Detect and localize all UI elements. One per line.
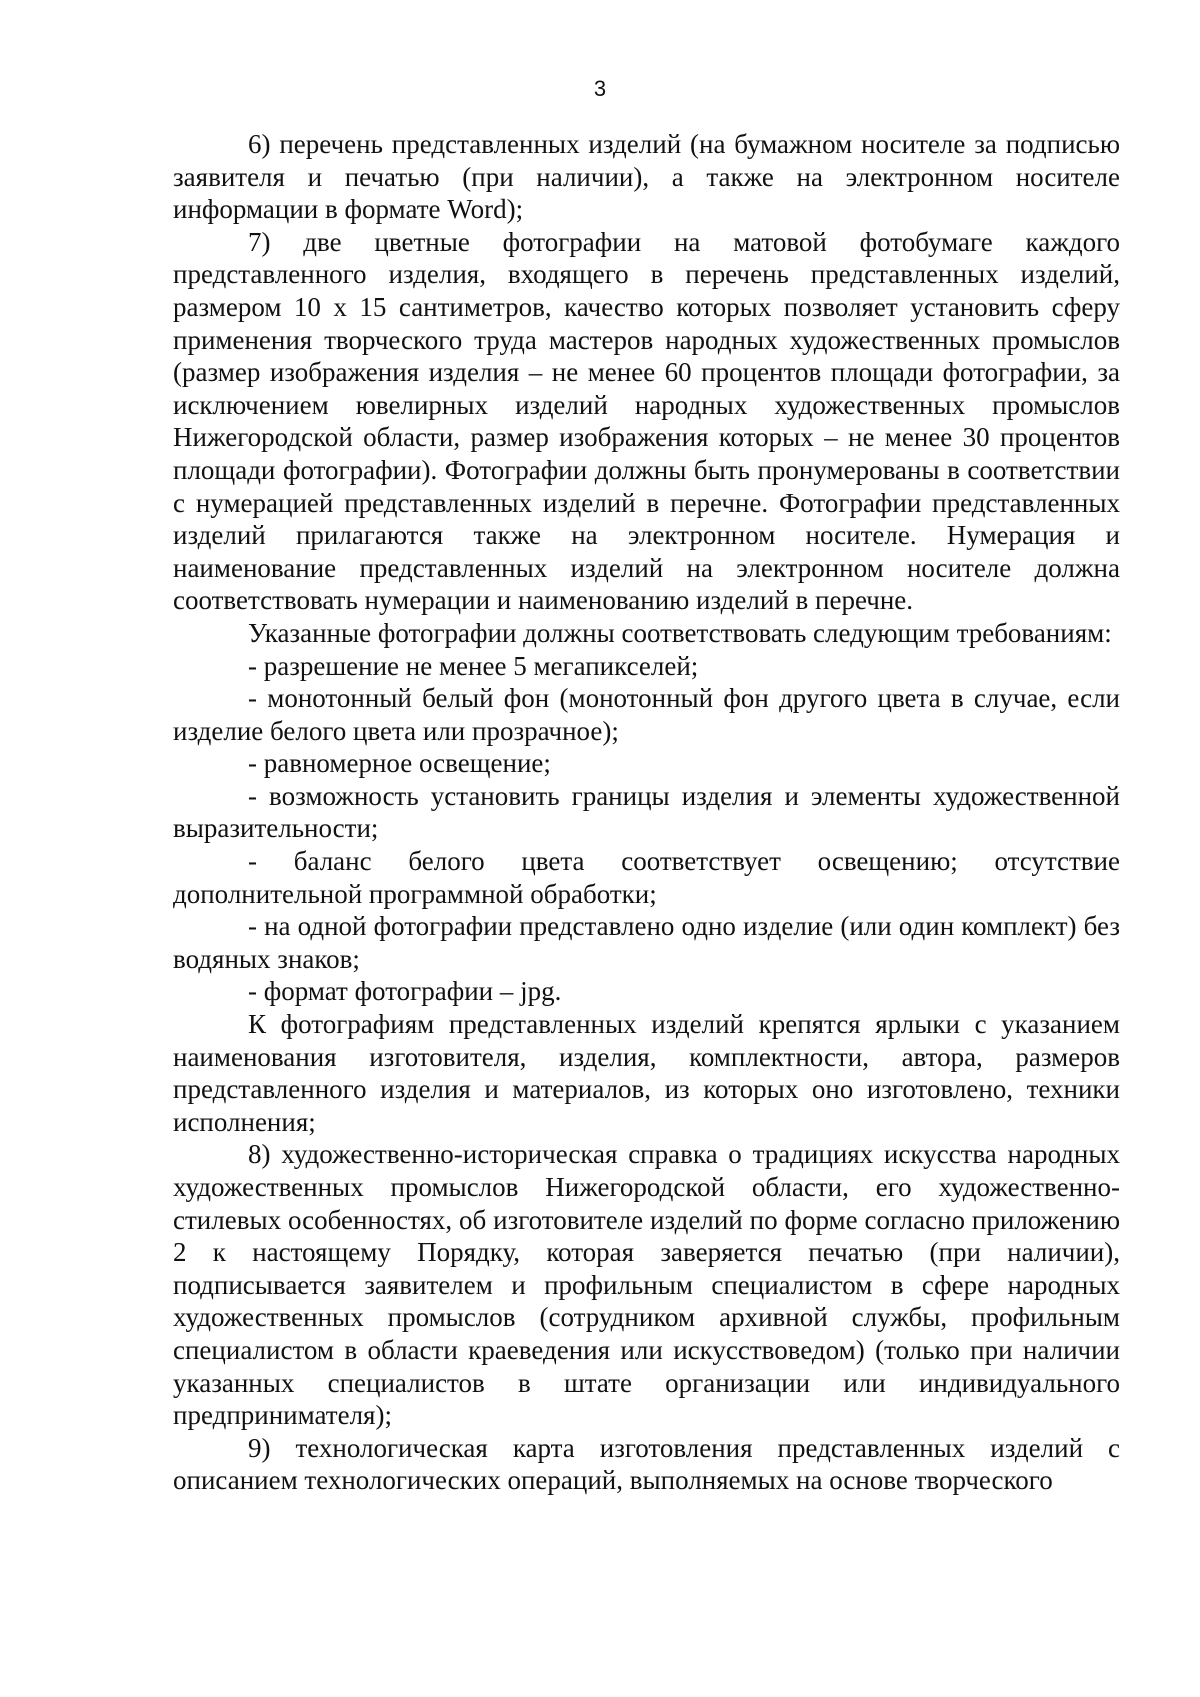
requirement-boundaries: - возможность установить границы изделия и элементы художественной выразительности; — [173, 780, 1120, 844]
document-body — [173, 128, 1120, 1497]
photo-requirements-intro: Указанные фотографии должны соответствовать следующим требованиям: — [248, 617, 1112, 648]
requirement-background: - монотонный белый фон (монотонный фон другого цвета в случае, если изделие белого цвета или прозрачное); — [173, 683, 1120, 746]
labels-paragraph: К фотографиям представленных изделий крепятся ярлыки с указанием наименования изготовителя, изделия, комплектности, автора, размеров представленного изделия и материалов, из которых оно изготовлено, техники исполнения; — [173, 1009, 1120, 1137]
requirement-white-balance: - баланс белого цвета соответствует освещению; отсутствие дополнительной программной обработки; — [173, 846, 1120, 909]
requirement-lighting: - равномерное освещение; — [248, 748, 551, 779]
item-9-paragraph: 9) технологическая карта изготовления представленных изделий с описанием технологических операций, выполняемых на основе творческого — [173, 1432, 1120, 1496]
page-number: 3 — [593, 76, 607, 101]
requirement-resolution: - разрешение не менее 5 мегапикселей; — [248, 650, 699, 681]
item-7-paragraph: 7) две цветные фотографии на матовой фотобумаге каждого представленного изделия, входящего в перечень представленных изделий, размером 10 х 15 сантиметров, качество которых позволяет установить сферу применения творческого труда мастеров народных художественных промыслов (размер изображения изделия – не менее 60 процентов площади фотографии, за исключением ювелирных изделий народных художественных промыслов Нижегородской области, размер изображения которых – не менее 30 процентов площади фотографии). Фотографии должны быть пронумерованы в соответствии с нумерацией представленных изделий в перечне. Фотографии представленных изделий прилагаются также на электронном носителе. Нумерация и наименование представленных изделий на электронном носителе должна соответствовать нумерации и наименованию изделий в перечне. — [173, 226, 1120, 616]
requirement-single-item: - на одной фотографии представлено одно изделие (или один комплект) без водяных знаков; — [173, 911, 1120, 974]
item-6-paragraph: 6) перечень представленных изделий (на бумажном носителе за подписью заявителя и печатью (при наличии), а также на электронном носителе информации в формате Word); — [173, 129, 1120, 225]
requirement-format: - формат фотографии – jpg. — [248, 976, 562, 1007]
item-8-paragraph: 8) художественно-историческая справка о традициях искусства народных художественных промыслов Нижегородской области, его художественно-стилевых особенностях, об изготовителе изделий по форме согласно приложению 2 к настоящему Порядку, которая заверяется печатью (при наличии), подписывается заявителем и профильным специалистом в сфере народных художественных промыслов (сотрудником архивной службы, профильным специалистом в области краеведения или искусствоведом) (только при наличии указанных специалистов в штате организации или индивидуального предпринимателя); — [173, 1139, 1120, 1431]
